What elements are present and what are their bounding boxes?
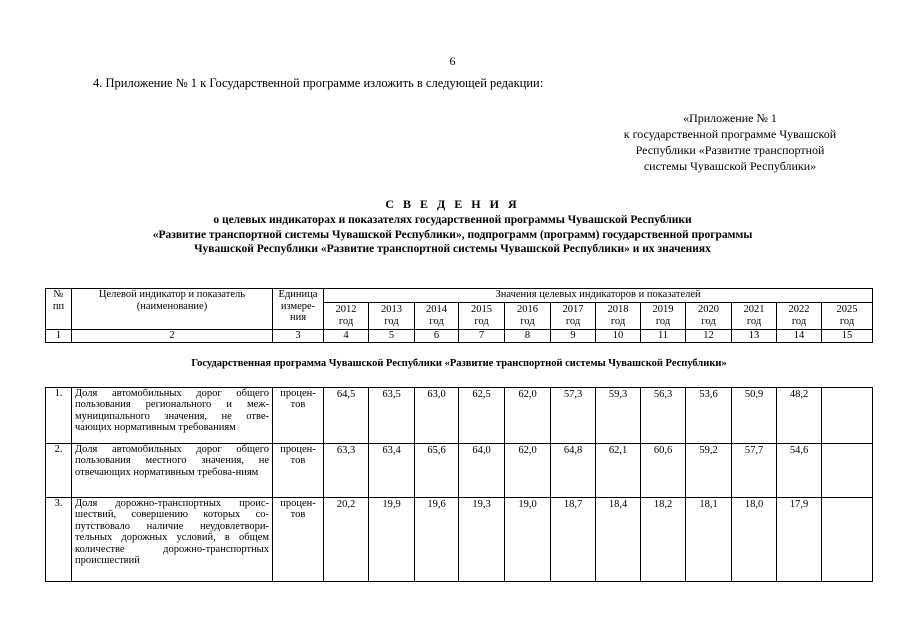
document-title: С В Е Д Е Н И Я	[385, 197, 520, 211]
indicator-value	[822, 387, 873, 443]
header-year-2014	[415, 303, 459, 330]
year-label: 2016	[517, 304, 538, 315]
year-label: 2018	[607, 304, 629, 315]
year-suffix: год	[338, 315, 354, 327]
year-label: 2013	[381, 304, 402, 315]
year-label: 2025	[836, 304, 858, 315]
indicator-value: 54,6	[777, 443, 822, 497]
indicator-name: Доля автомобильных дорог общего пользования местного значения, не отвечающих нормативным требова-ниям	[72, 443, 273, 497]
header-year-2020	[686, 303, 732, 330]
indicator-value: 50,9	[732, 387, 777, 443]
document-subtitle	[0, 213, 905, 257]
table-row	[46, 387, 873, 443]
year-label: 2019	[652, 304, 674, 315]
column-number: 3	[273, 330, 324, 343]
header-year-2019	[641, 303, 686, 330]
indicator-name: Доля автомобильных дорог общего пользования регионального и меж-муниципального значения, не отве-чающих нормативным требованиям	[72, 387, 273, 443]
indicator-value: 18,7	[551, 497, 596, 581]
header-year-2013	[369, 303, 415, 330]
year-suffix: год	[610, 315, 626, 327]
indicator-value: 63,3	[324, 443, 369, 497]
column-number: 9	[551, 330, 596, 343]
header-year-2012	[324, 303, 369, 330]
year-label: 2021	[743, 304, 765, 315]
subtitle-line: Чувашской Республики «Развитие транспортной системы Чувашской Республики» и их значениях	[194, 243, 711, 255]
indicator-value: 62,5	[459, 387, 505, 443]
header-year-2018	[596, 303, 641, 330]
indicator-value: 63,4	[369, 443, 415, 497]
column-number: 8	[505, 330, 551, 343]
appendix-note	[606, 110, 854, 174]
indicator-value: 20,2	[324, 497, 369, 581]
indicator-value: 65,6	[415, 443, 459, 497]
indicator-value: 19,9	[369, 497, 415, 581]
appendix-line: Республики «Развитие транспортной	[635, 143, 825, 157]
table-row	[46, 443, 873, 497]
year-suffix: год	[384, 315, 399, 327]
year-label: 2020	[698, 304, 719, 315]
year-label: 2015	[471, 304, 492, 315]
year-label: 2022	[788, 304, 810, 315]
column-number: 15	[822, 330, 873, 343]
indicator-value: 18,0	[732, 497, 777, 581]
indicator-value: 62,0	[505, 387, 551, 443]
column-number: 13	[732, 330, 777, 343]
indicator-value: 63,0	[415, 387, 459, 443]
indicator-value: 64,5	[324, 387, 369, 443]
column-number: 12	[686, 330, 732, 343]
year-suffix: год	[655, 315, 671, 327]
year-label: 2017	[562, 304, 584, 315]
header-values-group: Значения целевых индикаторов и показателей	[324, 289, 873, 303]
intro-text: 4. Приложение № 1 к Государственной программе изложить в следующей редакции:	[93, 76, 544, 90]
column-number: 6	[415, 330, 459, 343]
header-unit: Единица измере- ния	[273, 289, 324, 330]
subtitle-line: о целевых индикаторах и показателях государственной программы Чувашской Республики	[213, 214, 692, 226]
indicator-value: 19,6	[415, 497, 459, 581]
appendix-line: «Приложение № 1	[683, 111, 777, 125]
indicator-value: 18,2	[641, 497, 686, 581]
indicator-value	[822, 497, 873, 581]
year-suffix: год	[565, 315, 581, 327]
section-title: Государственная программа Чувашской Республики «Развитие транспортной системы Чувашской Республики»	[46, 343, 873, 388]
indicator-value: 62,0	[505, 443, 551, 497]
row-number: 1.	[46, 387, 72, 443]
indicator-name: Доля дорожно-транспортных проис-шествий, совершению которых со-путствовало наличие неудовлетвори-тельных дорожных условий, в общем количестве дорожно-транспортных происшествий	[72, 497, 273, 581]
indicator-value: 56,3	[641, 387, 686, 443]
indicator-value: 64,0	[459, 443, 505, 497]
row-number: 3.	[46, 497, 72, 581]
indicators-table	[45, 288, 873, 582]
header-name: Целевой индикатор и показатель (наименование)	[72, 289, 273, 330]
column-number: 11	[641, 330, 686, 343]
appendix-line: системы Чувашской Республики»	[643, 159, 817, 173]
page-number: 6	[449, 54, 456, 68]
header-num: № пп	[46, 289, 72, 330]
indicator-value: 57,7	[732, 443, 777, 497]
indicator-unit: процен-тов	[273, 387, 324, 443]
column-number: 1	[46, 330, 72, 343]
indicator-value: 18,4	[596, 497, 641, 581]
row-number: 2.	[46, 443, 72, 497]
subtitle-line: «Развитие транспортной системы Чувашской Республики», подпрограмм (программ) государственной программы	[152, 228, 753, 241]
year-suffix: год	[746, 315, 762, 327]
indicator-value: 63,5	[369, 387, 415, 443]
header-year-2015	[459, 303, 505, 330]
header-year-2021	[732, 303, 777, 330]
indicator-value	[822, 443, 873, 497]
indicator-unit: процен-тов	[273, 443, 324, 497]
year-suffix: год	[520, 315, 535, 327]
column-number: 5	[369, 330, 415, 343]
indicator-value: 60,6	[641, 443, 686, 497]
indicator-value: 59,2	[686, 443, 732, 497]
indicator-value: 17,9	[777, 497, 822, 581]
year-suffix: год	[791, 315, 807, 327]
indicator-value: 53,6	[686, 387, 732, 443]
column-number: 7	[459, 330, 505, 343]
year-suffix: год	[701, 315, 716, 327]
year-label: 2012	[335, 304, 357, 315]
year-suffix: год	[474, 315, 489, 327]
indicator-unit: процен-тов	[273, 497, 324, 581]
indicator-value: 64,8	[551, 443, 596, 497]
year-label: 2014	[426, 304, 447, 315]
column-number: 10	[596, 330, 641, 343]
indicator-value: 18,1	[686, 497, 732, 581]
year-suffix: год	[839, 315, 855, 327]
header-year-2017	[551, 303, 596, 330]
indicator-value: 19,0	[505, 497, 551, 581]
header-year-2025	[822, 303, 873, 330]
table-row	[46, 497, 873, 581]
column-number: 4	[324, 330, 369, 343]
indicator-value: 19,3	[459, 497, 505, 581]
column-number: 2	[72, 330, 273, 343]
indicator-value: 59,3	[596, 387, 641, 443]
column-number: 14	[777, 330, 822, 343]
header-year-2022	[777, 303, 822, 330]
indicator-value: 48,2	[777, 387, 822, 443]
indicator-value: 57,3	[551, 387, 596, 443]
indicator-value: 62,1	[596, 443, 641, 497]
appendix-line: к государственной программе Чувашской	[623, 127, 837, 141]
year-suffix: год	[429, 315, 444, 327]
header-year-2016	[505, 303, 551, 330]
